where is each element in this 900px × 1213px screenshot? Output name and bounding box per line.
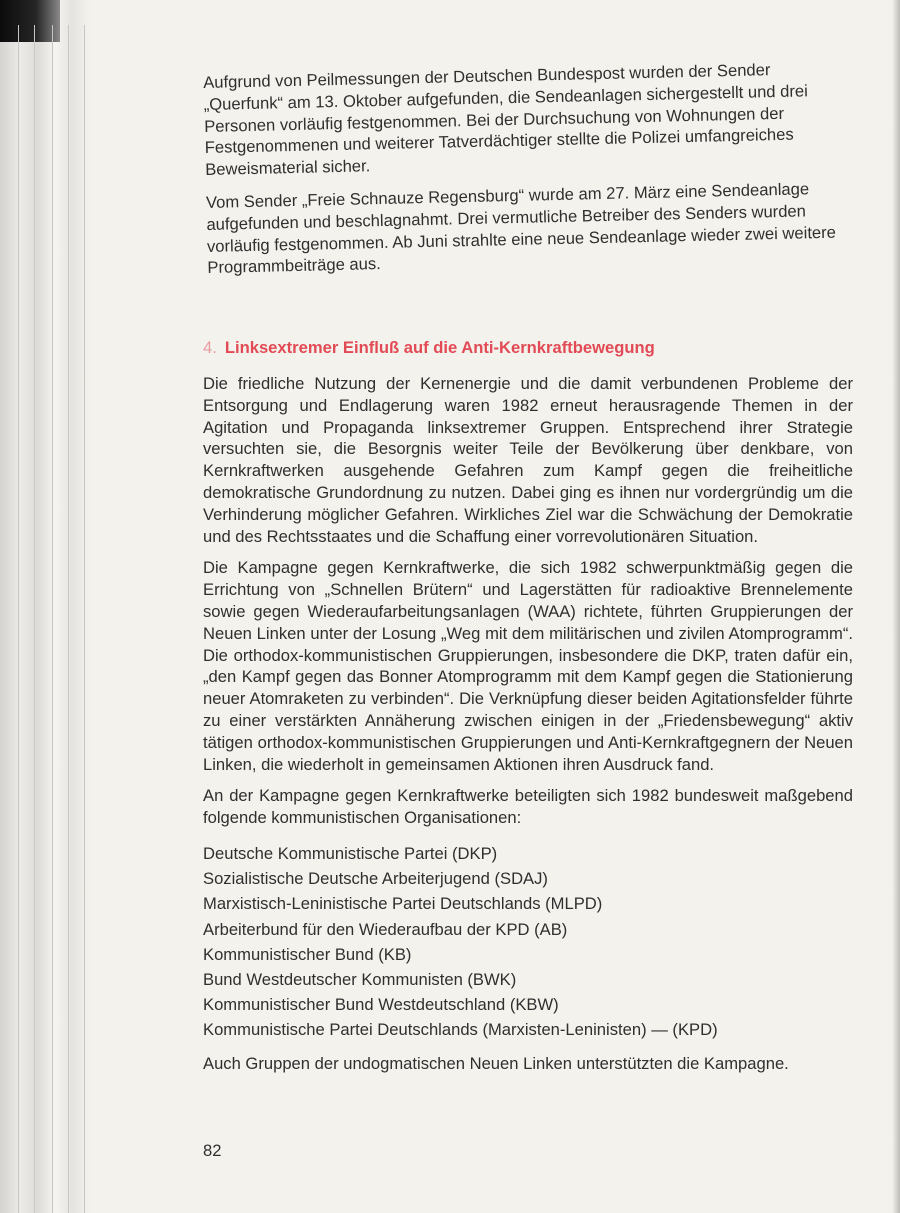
list-item: Deutsche Kommunistische Partei (DKP) [203, 843, 498, 863]
list-item: Kommunistische Partei Deutschlands (Marxisten-Leninisten) — (KPD) [203, 1020, 718, 1040]
binding-shadow [0, 0, 60, 42]
paragraph: An der Kampagne gegen Kernkraftwerke beteiligten sich 1982 bundesweit maßgebend folgende kommunistischen Organisationen: [203, 786, 853, 828]
list-item: Arbeiterbund für den Wiederaufbau der KPD (AB) [203, 919, 568, 939]
page-number: 82 [203, 1141, 222, 1160]
list-item: Kommunistischer Bund (KB) [203, 944, 412, 964]
list-item: Marxistisch-Leninistische Partei Deutschlands (MLPD) [203, 894, 603, 914]
closing-paragraph: Auch Gruppen der undogmatischen Neuen Linken unterstützten die Kampagne. [203, 1053, 789, 1073]
top-text-block [203, 57, 858, 279]
list-item: Kommunistischer Bund Westdeutschland (KBW) [203, 995, 559, 1015]
section-title: Linksextremer Einfluß auf die Anti-Kernkraftbewegung [224, 338, 655, 357]
page-right-edge [892, 0, 900, 1213]
paragraph: Die friedliche Nutzung der Kernenergie und die damit verbundenen Probleme der Entsorgung und Endlagerung waren 1982 erneut herausragende Themen in der Agitation und Propaganda linksextremer Gruppen. Entsprechend ihrer Strategie versuchten sie, die Besorgnis weiter Teile der Bevölkerung über denkbare, von Kernkraftwerken ausgehende Gefahren zum Kampf gegen die freiheitliche demokratische Grundordnung zu nutzen. Dabei ging es ihnen nur vordergründig um die Verhinderung möglicher Gefahren. Wirkliches Ziel war die Schwächung der Demokratie und des Rechtsstaates und die Schaffung einer vorrevolutionären Situation. [203, 374, 853, 546]
organization-list [203, 841, 853, 1043]
paragraph: Aufgrund von Peilmessungen der Deutschen Bundespost wurden der Sender „Querfunk“ am 13. Oktober aufgefunden, die Sendeanlagen sichergestellt und drei Personen vorläufig festgenommen. Bei der Durchsuchung von Wohnungen der Festgenommenen und weiterer Tatverdächtiger stellte die Polizei umfangreiches Beweismaterial sicher. [203, 60, 809, 180]
page-edge-line [68, 25, 69, 1213]
page-edge-line [84, 25, 85, 1213]
paragraph: Vom Sender „Freie Schnauze Regensburg“ wurde am 27. März eine Sendeanlage aufgefunden und beschlagnahmt. Drei vermutliche Betreiber des Senders wurden vorläufig festgenommen. Ab Juni strahlte eine neue Sendeanlage wieder zwei weitere Programmbeiträge aus. [205, 179, 837, 278]
book-spine-edge [0, 0, 100, 1213]
section-heading [203, 337, 853, 359]
page-edge-line [34, 25, 35, 1213]
section-number: 4. [203, 338, 217, 357]
list-item: Bund Westdeutscher Kommunisten (BWK) [203, 969, 517, 989]
paragraph: Die Kampagne gegen Kernkraftwerke, die sich 1982 schwerpunktmäßig gegen die Errichtung von „Schnellen Brütern“ und Lagerstätten für radioaktive Brennelemente sowie gegen Wiederaufarbeitungsanlagen (WAA) richtete, führten Gruppierungen der Neuen Linken unter der Losung „Weg mit dem militärischen und zivilen Atomprogramm“. Die orthodox-kommunistischen Gruppierungen, insbesondere die DKP, traten dafür ein, „den Kampf gegen das Bonner Atomprogramm mit dem Kampf gegen die Stationierung neuer Atomraketen zu verbinden“. Die Verknüpfung dieser beiden Agitationsfelder führte zu einer verstärkten Annäherung zwischen einigen in der „Friedensbewegung“ aktiv tätigen orthodox-kommunistischen Gruppierungen und Anti-Kernkraftgegnern der Neuen Linken, die wiederholt in gemeinsamen Aktionen ihren Ausdruck fand. [203, 558, 853, 774]
main-text-block [203, 337, 853, 1074]
page-edge-line [52, 25, 53, 1213]
list-item: Sozialistische Deutsche Arbeiterjugend (SDAJ) [203, 869, 548, 889]
page-edge-line [18, 25, 19, 1213]
